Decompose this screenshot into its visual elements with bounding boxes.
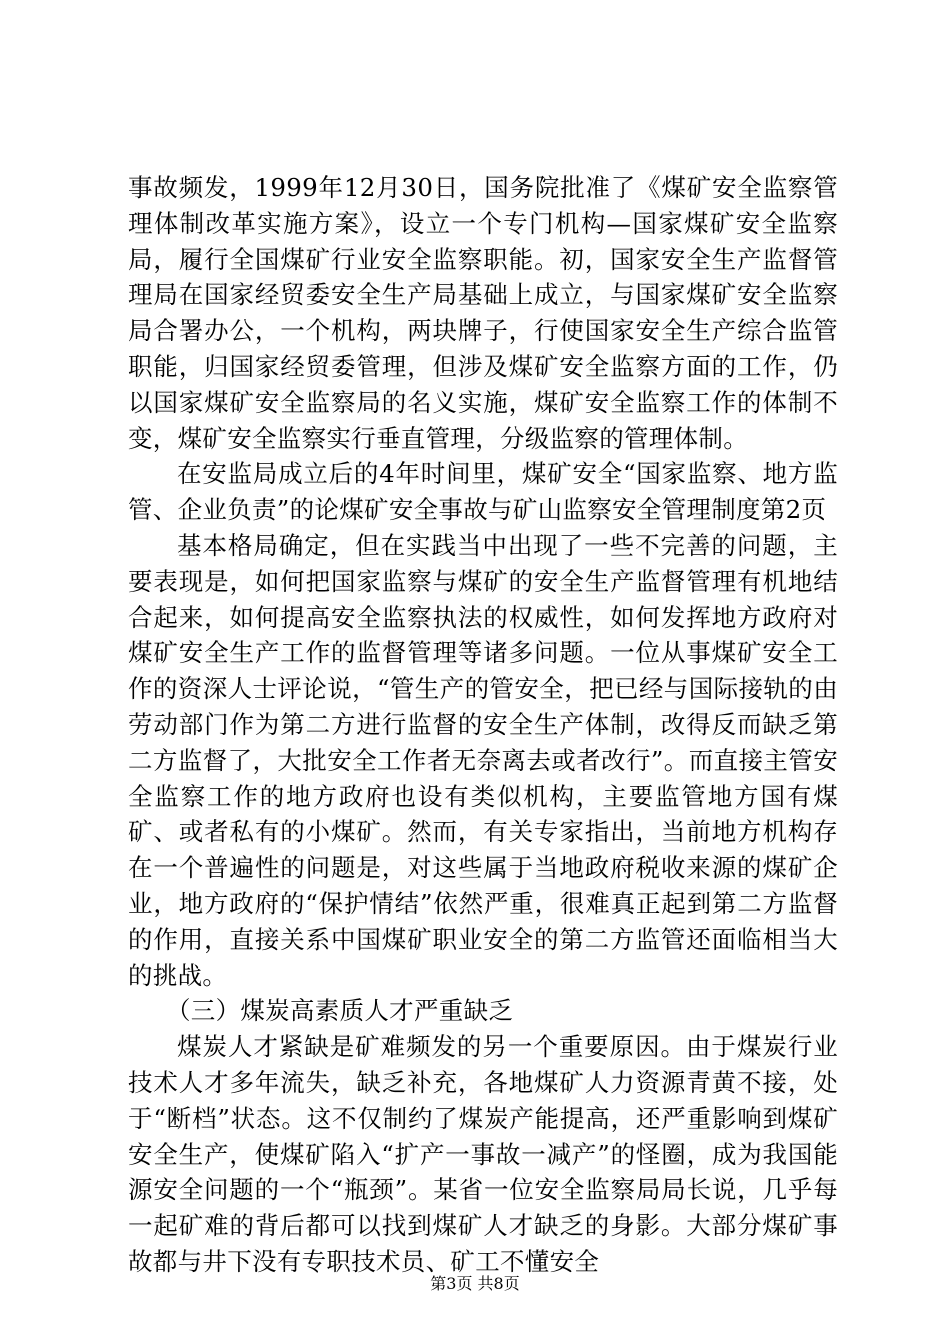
paragraph-3: 基本格局确定，但在实践当中出现了一些不完善的问题，主要表现是，如何把国家监察与煤矿的安全生产监督管理有机地结合起来，如何提高安全监察执法的权威性，如何发挥地方政府对煤矿安全生产工作的监督管理等诸多问题。一位从事煤矿安全工作的资深人士评论说，“管生产的管安全，把已经与国际接轨的由劳动部门作为第二方进行监督的安全生产体制，改得反而缺乏第二方监督了，大批安全工作者无奈离去或者改行”。而直接主管安全监察工作的地方政府也设有类似机构，主要监管地方国有煤矿、或者私有的小煤矿。然而，有关专家指出，当前地方机构存在一个普遍性的问题是，对这些属于当地政府税收来源的煤矿企业，地方政府的“保护情结”依然严重，很难真正起到第二方监督的作用，直接关系中国煤矿职业安全的第二方监管还面临相当大的挑战。 <box>128 530 838 990</box>
paragraph-1: 事故频发，1999年12月30日，国务院批准了《煤矿安全监察管理体制改革实施方案》，设立一个专门机构—国家煤矿安全监察局，履行全国煤矿行业安全监察职能。初，国家安全生产监督管理局在国家经贸委安全生产局基础上成立，与国家煤矿安全监察局合署办公，一个机构，两块牌子，行使国家安全生产综合监管职能，归国家经贸委管理，但涉及煤矿安全监察方面的工作，仍以国家煤矿安全监察局的名义实施，煤矿安全监察工作的体制不变，煤矿安全监察实行垂直管理，分级监察的管理体制。 <box>128 173 838 453</box>
page-number: 第3页 共8页 <box>430 1274 520 1293</box>
paragraph-4: 煤炭人才紧缺是矿难频发的另一个重要原因。由于煤炭行业技术人才多年流失，缺乏补充，各地煤矿人力资源青黄不接，处于“断档”状态。这不仅制约了煤炭产能提高，还严重影响到煤矿安全生产，使煤矿陷入“扩产一事故一减产”的怪圈，成为我国能源安全问题的一个“瓶颈”。某省一位安全监察局局长说，几乎每一起矿难的背后都可以找到煤矿人才缺乏的身影。大部分煤矿事故都与井下没有专职技术员、矿工不懂安全 <box>128 1032 838 1276</box>
paragraph-2: 在安监局成立后的4年时间里，煤矿安全“国家监察、地方监管、企业负责”的论煤矿安全事故与矿山监察安全管理制度第2页 <box>128 459 838 525</box>
document-body <box>128 170 838 1280</box>
section-heading: （三）煤炭高素质人才严重缺乏 <box>165 996 514 1026</box>
page-footer <box>0 1274 950 1294</box>
